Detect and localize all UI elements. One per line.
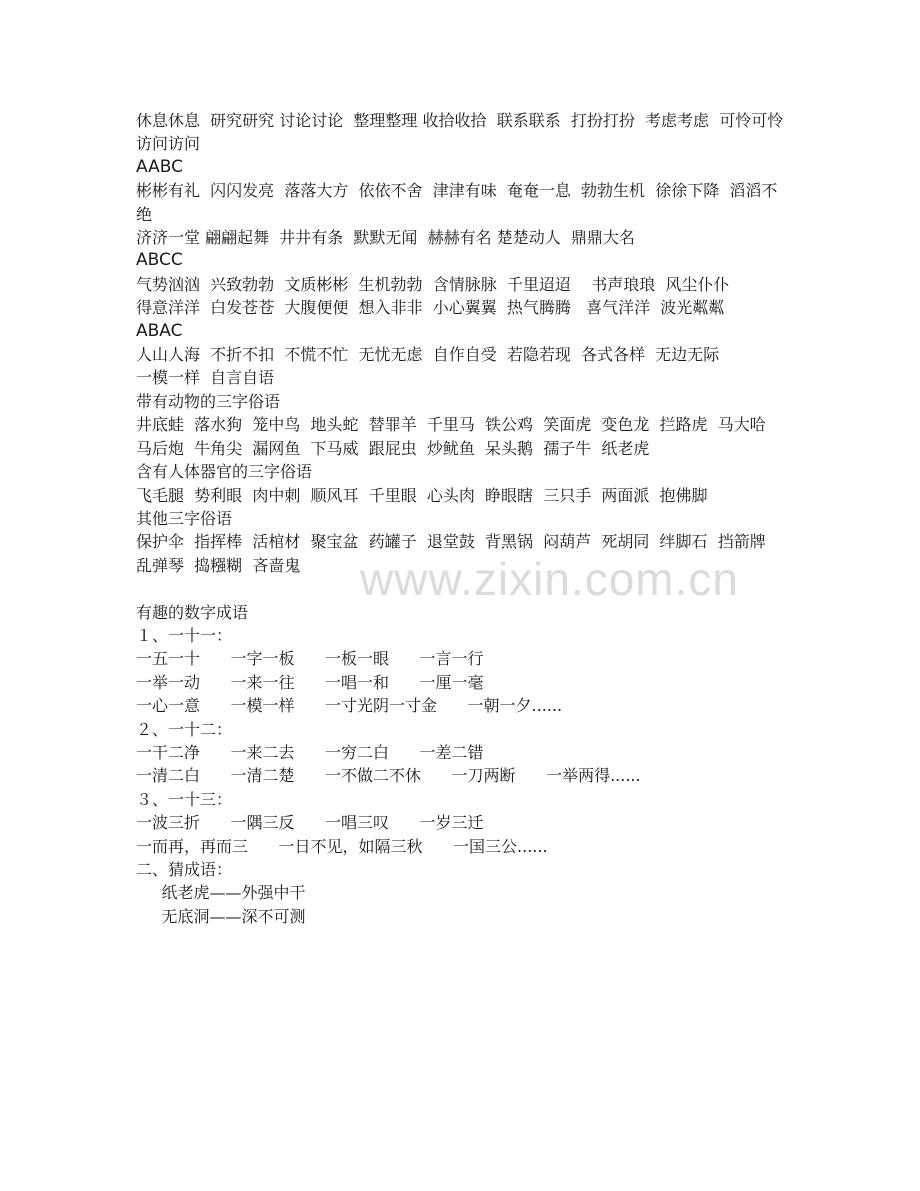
document-body [136,109,786,928]
text-line: 井底蛙 落水狗 笼中鸟 地头蛇 替罪羊 千里马 铁公鸡 笑面虎 变色龙 拦路虎 马大哈 马后炮 牛角尖 漏网鱼 下马威 跟屁虫 炒鱿鱼 呆头鹅 孺子牛 纸老虎 [136,415,776,458]
text-line: 访问访问 [136,134,201,154]
text-line: 一心一意 一模一样 一寸光阴一寸金 一朝一夕...... [136,696,563,716]
text-line: 气势汹汹 兴致勃勃 文质彬彬 生机勃勃 含情脉脉 千里迢迢 书声琅琅 风尘仆仆 [136,274,730,294]
text-line: 一五一十 一字一板 一板一眼 一言一行 [136,649,484,669]
text-line: 纸老虎——外强中干 [136,883,306,903]
text-line: １、一十一： [136,625,233,645]
text-line: 飞毛腿 势利眼 肉中刺 顺风耳 千里眼 心头肉 睁眼瞎 三只手 两面派 抱佛脚 [136,485,708,505]
section-heading: 有趣的数字成语 [136,602,249,622]
text-line: 济济一堂 翩翩起舞 井井有条 默默无闻 赫赫有名 楚楚动人 鼎鼎大名 [136,228,635,248]
text-line: 人山人海 不折不扣 不慌不忙 无忧无虑 自作自受 若隐若现 各式各样 无边无际 [136,345,720,365]
section-heading: ABAC [136,320,183,341]
section-heading: 带有动物的三字俗语 [136,391,281,411]
text-line: 一清二白 一清二楚 一不做二不休 一刀两断 一举两得...... [136,766,641,786]
text-line: 一模一样 自言自语 [136,368,275,388]
watermark: www.zixin.com.cn [360,553,739,605]
text-line: 一而再，再而三 一日不见，如隔三秋 一国三公...... [136,836,548,856]
text-line: 无底洞——深不可测 [136,906,306,926]
text-line: 得意洋洋 白发苍苍 大腹便便 想入非非 小心翼翼 热气腾腾 喜气洋洋 波光粼粼 [136,298,725,318]
text-line: 一举一动 一来一往 一唱一和 一厘一毫 [136,672,484,692]
section-heading: 二、猜成语： [136,859,233,879]
text-line: 保护伞 指挥棒 活棺材 聚宝盆 药罐子 退堂鼓 背黑锅 闷葫芦 死胡同 绊脚石 挡箭牌 乱弹琴 捣糨糊 吝啬鬼 [136,532,776,575]
section-heading: 含有人体器官的三字俗语 [136,462,313,482]
section-heading: ABCC [136,250,183,271]
text-line: 一干二净 一来二去 一穷二白 一差二错 [136,742,484,762]
text-line: 休息休息 研究研究 讨论讨论 整理整理 收拾收拾 联系联系 打扮打扮 考虑考虑 可怜可怜 [136,111,784,130]
text-line: 彬彬有礼 闪闪发亮 落落大方 依依不舍 津津有味 奄奄一息 勃勃生机 徐徐下降 滔滔不绝 [136,181,778,224]
section-heading: AABC [136,156,183,177]
text-line: ３、一十三： [136,789,233,809]
section-heading: 其他三字俗语 [136,508,233,528]
text-line: ２、一十二： [136,719,233,739]
text-line: 一波三折 一隅三反 一唱三叹 一岁三迁 [136,813,484,833]
